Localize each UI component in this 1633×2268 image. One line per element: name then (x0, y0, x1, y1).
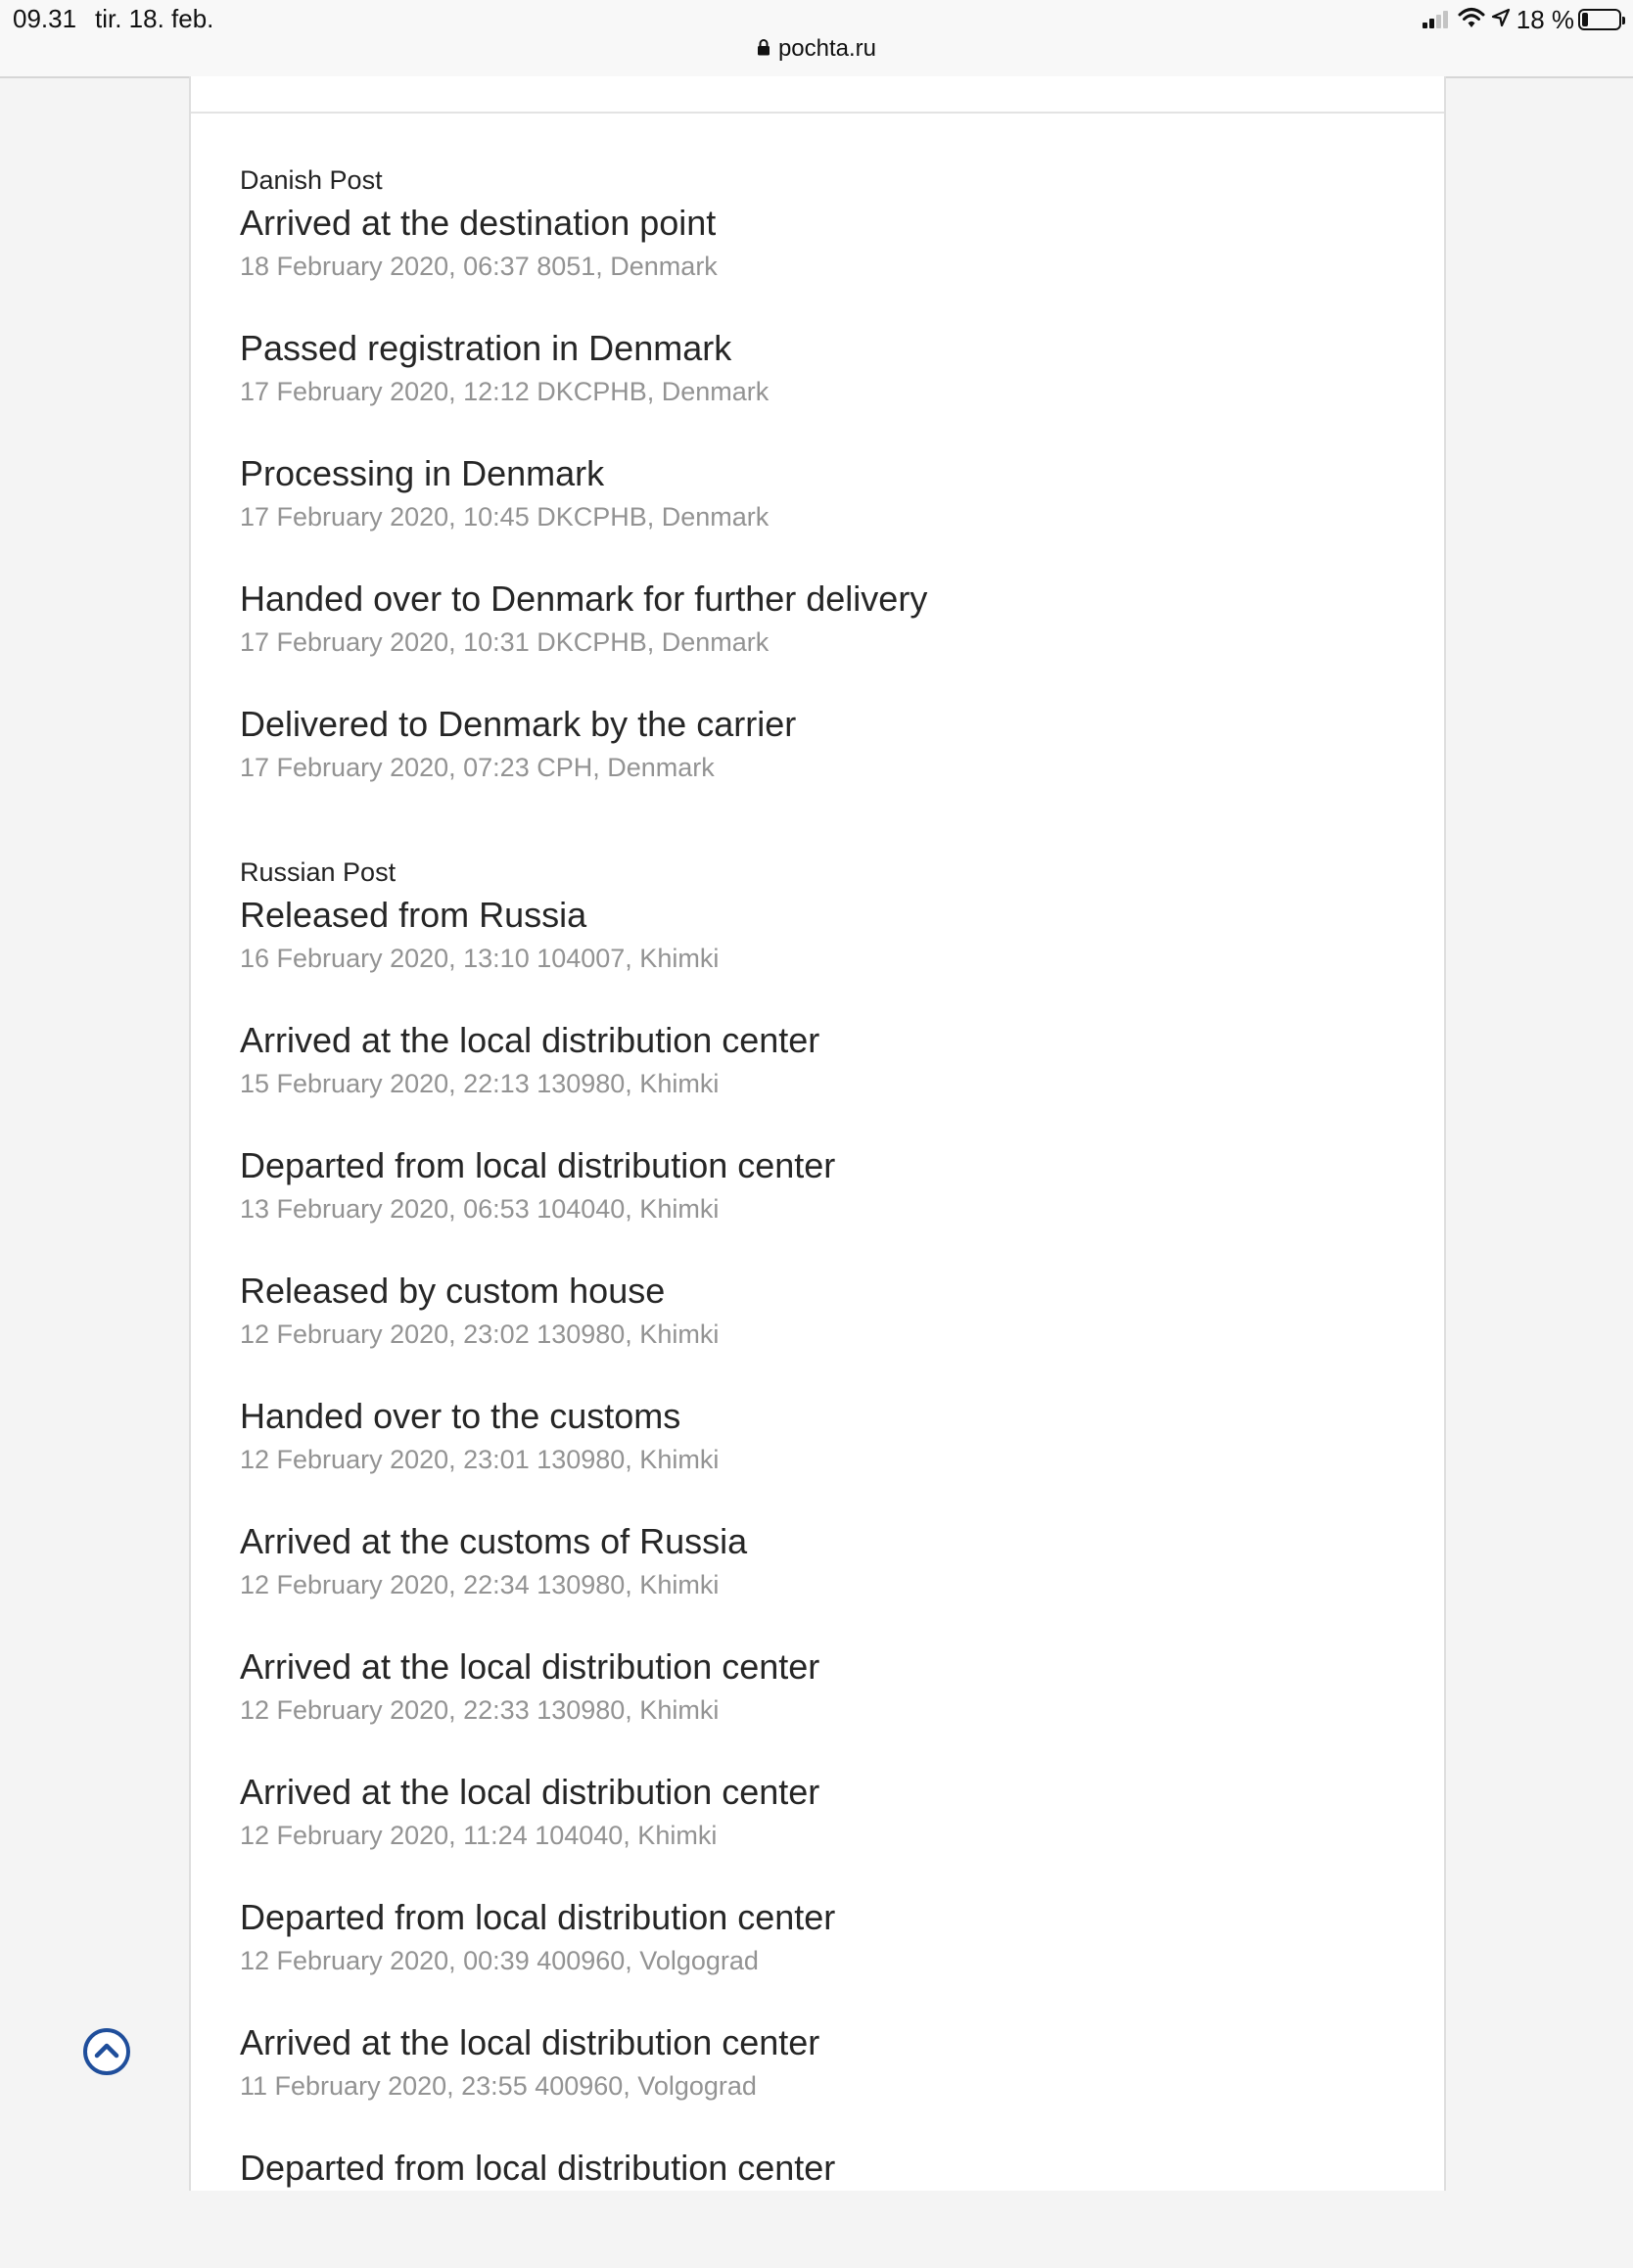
event-date-location: 17 February 2020, 10:45 DKCPHB, Denmark (240, 502, 770, 532)
tracking-event (240, 574, 1395, 699)
tracking-event (240, 448, 1395, 574)
tracking-events-list (240, 162, 1395, 2268)
event-title: Arrived at the local distribution center (240, 1646, 820, 1687)
battery-percentage: 18 % (1516, 4, 1574, 34)
event-date-location: 18 February 2020, 06:37 8051, Denmark (240, 252, 718, 281)
signal-bar (1443, 11, 1448, 28)
tracking-event (240, 323, 1395, 448)
signal-bar (1423, 23, 1427, 28)
event-title: Passed registration in Denmark (240, 328, 732, 368)
event-title: Released by custom house (240, 1271, 666, 1311)
tracking-event (240, 1015, 1395, 1140)
group-spacer (240, 824, 1395, 855)
url-domain: pochta.ru (777, 35, 877, 62)
location-arrow-icon (1491, 8, 1511, 32)
event-date-location: 13 February 2020, 06:53 104040, Khimki (240, 1194, 720, 1224)
status-indicators (1423, 4, 1621, 35)
tracking-event (240, 699, 1395, 824)
status-date: tir. 18. feb. (95, 4, 214, 33)
lock-icon (757, 35, 770, 63)
event-date-location: 16 February 2020, 13:10 104007, Khimki (240, 944, 720, 973)
event-title: Arrived at the local distribution center (240, 1772, 820, 1812)
chevron-up-circle-icon (82, 2027, 131, 2076)
event-title: Handed over to the customs (240, 1396, 681, 1436)
event-title: Delivered to Denmark by the carrier (240, 704, 797, 744)
event-date-location: 12 February 2020, 00:39 400960, Volgograd (240, 1946, 759, 1975)
event-title: Processing in Denmark (240, 453, 605, 493)
event-title: Departed from local distribution center (240, 2148, 836, 2188)
carrier-group-title: Danish Post (240, 165, 383, 195)
event-date-location: 15 February 2020, 22:13 130980, Khimki (240, 1069, 720, 1098)
event-title: Arrived at the local distribution center (240, 2022, 820, 2062)
tracking-event (240, 1642, 1395, 1767)
wifi-icon (1458, 7, 1485, 33)
tracking-event (240, 198, 1395, 323)
cellular-signal-icon (1423, 11, 1450, 28)
event-title: Arrived at the local distribution center (240, 1020, 820, 1060)
event-date-location (240, 2194, 1395, 2229)
scroll-to-top-button[interactable] (82, 2027, 131, 2076)
event-title: Arrived at the destination point (240, 203, 717, 243)
event-title: Departed from local distribution center (240, 1897, 836, 1937)
event-date-location: 17 February 2020, 07:23 CPH, Denmark (240, 753, 715, 782)
event-title: Arrived at the customs of Russia (240, 1521, 748, 1561)
event-date-location: 12 February 2020, 23:02 130980, Khimki (240, 1319, 720, 1349)
tracking-event (240, 1892, 1395, 2017)
event-title: Departed from local distribution center (240, 1145, 836, 1185)
event-date-location: 12 February 2020, 22:34 130980, Khimki (240, 1570, 720, 1599)
tracking-event (240, 2017, 1395, 2143)
tracking-event (240, 890, 1395, 1015)
event-title: Handed over to Denmark for further delivery (240, 579, 928, 619)
event-date-location: 17 February 2020, 12:12 DKCPHB, Denmark (240, 377, 770, 406)
tracking-event (240, 2143, 1395, 2268)
tracking-event (240, 1391, 1395, 1516)
signal-bar (1436, 15, 1441, 28)
battery-icon (1578, 9, 1621, 30)
event-date-location: 12 February 2020, 11:24 104040, Khimki (240, 1821, 718, 1850)
event-date-location: 17 February 2020, 10:31 DKCPHB, Denmark (240, 627, 770, 657)
tracking-history-card (189, 76, 1446, 2191)
status-time: 09.31 (13, 4, 77, 33)
url-bar[interactable] (0, 35, 1633, 63)
event-date-location: 12 February 2020, 22:33 130980, Khimki (240, 1695, 720, 1725)
tracking-event (240, 1767, 1395, 1892)
tracking-event (240, 1140, 1395, 1266)
event-date-location: 11 February 2020, 23:55 400960, Volgograd (240, 2071, 757, 2101)
tracking-event (240, 1266, 1395, 1391)
event-date-location: 12 February 2020, 23:01 130980, Khimki (240, 1445, 720, 1474)
tracking-event (240, 1516, 1395, 1642)
event-title: Released from Russia (240, 895, 587, 935)
card-divider (191, 112, 1444, 114)
carrier-group-title: Russian Post (240, 857, 397, 887)
browser-top-bar (0, 0, 1633, 78)
signal-bar (1429, 19, 1434, 28)
